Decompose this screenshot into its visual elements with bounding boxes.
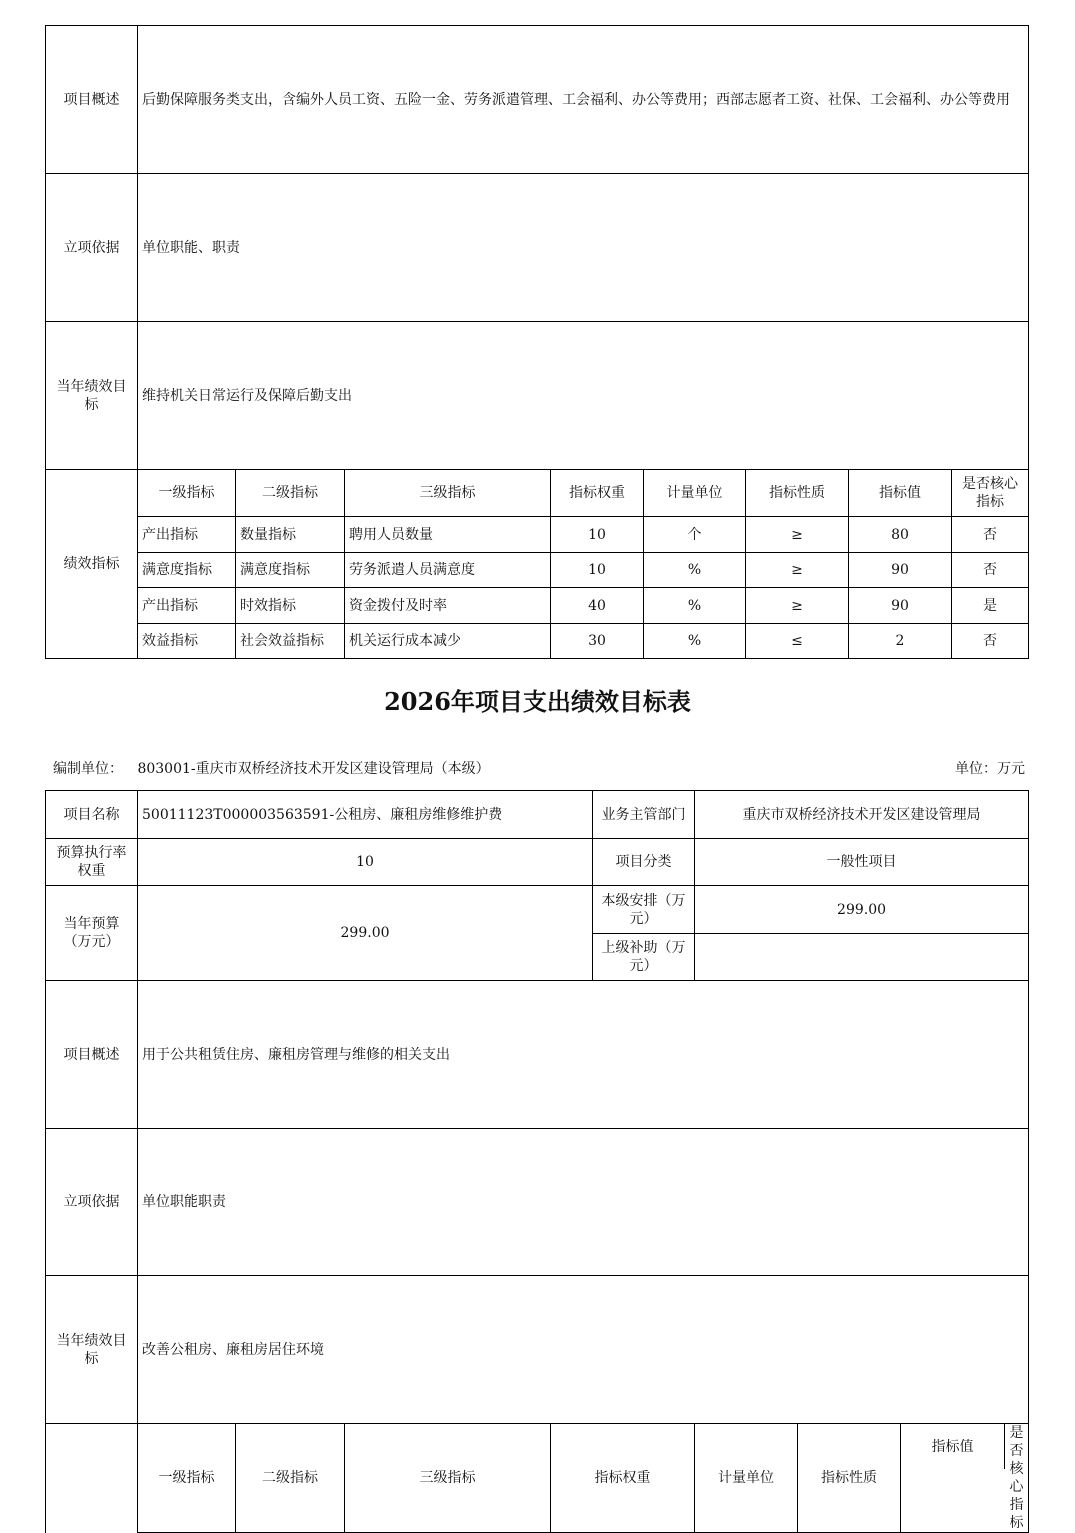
- cell-core: 是: [952, 588, 1029, 624]
- header-level3: 三级指标: [345, 470, 551, 517]
- goal-text: 维持机关日常运行及保障后勤支出: [138, 322, 1029, 470]
- dept-value: 重庆市双桥经济技术开发区建设管理局: [695, 791, 1029, 839]
- cell-weight: 40: [551, 588, 644, 624]
- cell-unit: %: [644, 553, 746, 588]
- org-line: [53, 759, 490, 779]
- org-value: 803001-重庆市双桥经济技术开发区建设管理局（本级）: [137, 761, 490, 777]
- local-value: 299.00: [695, 886, 1029, 934]
- cell-weight: 10: [551, 517, 644, 553]
- project-name-value: 50011123T000003563591-公租房、廉租房维修维护费: [138, 791, 593, 839]
- header-core: 是否核心指标: [1009, 1425, 1024, 1531]
- dept-label: 业务主管部门: [593, 791, 695, 839]
- exec-rate-label: 预算执行率权重: [46, 839, 138, 886]
- org-label: 编制单位：: [53, 761, 123, 777]
- goal-label: 当年绩效目标: [46, 1276, 138, 1424]
- project-name-label: 项目名称: [46, 791, 138, 839]
- project-table-part1: [45, 25, 1029, 659]
- header-unit: 计量单位: [644, 470, 746, 517]
- header-level1: 一级指标: [138, 1424, 236, 1533]
- header-level1: 一级指标: [138, 470, 236, 517]
- overview-label: 项目概述: [46, 981, 138, 1129]
- unit-text: 单位：万元: [955, 761, 1025, 777]
- upper-label: 上级补助（万元）: [593, 934, 695, 981]
- table-row: [46, 588, 1029, 624]
- cell-level3: 聘用人员数量: [345, 517, 551, 553]
- cell-value: 90: [849, 553, 952, 588]
- cell-value: 90: [849, 588, 952, 624]
- header-level3: 三级指标: [345, 1424, 551, 1533]
- cell-value: 80: [849, 517, 952, 553]
- cell-weight: 10: [551, 553, 644, 588]
- basis-text: 单位职能职责: [138, 1129, 1029, 1276]
- local-label: 本级安排（万元）: [593, 886, 695, 934]
- performance-label-empty: [46, 1424, 138, 1533]
- cell-value: 2: [849, 624, 952, 659]
- header-weight: 指标权重: [551, 1424, 695, 1533]
- cell-core: 否: [952, 553, 1029, 588]
- cell-nature: ≥: [746, 553, 849, 588]
- exec-rate-value: 10: [138, 839, 593, 886]
- category-value: 一般性项目: [695, 839, 1029, 886]
- budget-label: 当年预算（万元）: [46, 886, 138, 981]
- cell-core: 否: [952, 624, 1029, 659]
- cell-core: 否: [952, 517, 1029, 553]
- cell-level2: 满意度指标: [236, 553, 345, 588]
- basis-text: 单位职能、职责: [138, 174, 1029, 322]
- table-row: [46, 624, 1029, 659]
- table-row: [46, 553, 1029, 588]
- goal-text: 改善公租房、廉租房居住环境: [138, 1276, 1029, 1424]
- header-value: 指标值: [901, 1424, 1005, 1469]
- cell-level3: 资金拨付及时率: [345, 588, 551, 624]
- cell-nature: ≥: [746, 588, 849, 624]
- cell-level1: 满意度指标: [138, 553, 236, 588]
- category-label: 项目分类: [593, 839, 695, 886]
- upper-value: [695, 934, 1029, 981]
- cell-nature: ≤: [746, 624, 849, 659]
- basis-label: 立项依据: [46, 1129, 138, 1276]
- overview-text: 后勤保障服务类支出，含编外人员工资、五险一金、劳务派遣管理、工会福利、办公等费用；西部志愿者工资、社保、工会福利、办公等费用: [138, 26, 1029, 174]
- header-value-core: [901, 1424, 1029, 1533]
- cell-level1: 效益指标: [138, 624, 236, 659]
- cell-level1: 产出指标: [138, 588, 236, 624]
- page-title: 2026年项目支出绩效目标表: [384, 687, 691, 716]
- goal-label: 当年绩效目标: [46, 322, 138, 470]
- cell-nature: ≥: [746, 517, 849, 553]
- overview-label: 项目概述: [46, 26, 138, 174]
- performance-label: 绩效指标: [46, 470, 138, 659]
- cell-level2: 时效指标: [236, 588, 345, 624]
- basis-label: 立项依据: [46, 174, 138, 322]
- header-level2: 二级指标: [236, 1424, 345, 1533]
- cell-level3: 机关运行成本减少: [345, 624, 551, 659]
- header-value: 指标值: [849, 470, 952, 517]
- header-unit: 计量单位: [695, 1424, 798, 1533]
- header-core: 是否核心指标: [952, 470, 1029, 517]
- cell-level1: 产出指标: [138, 517, 236, 553]
- overview-text: 用于公共租赁住房、廉租房管理与维修的相关支出: [138, 981, 1029, 1129]
- cell-level2: 社会效益指标: [236, 624, 345, 659]
- header-nature: 指标性质: [798, 1424, 901, 1533]
- cell-level3: 劳务派遣人员满意度: [345, 553, 551, 588]
- header-weight: 指标权重: [551, 470, 644, 517]
- budget-value: 299.00: [138, 886, 593, 981]
- cell-unit: 个: [644, 517, 746, 553]
- header-nature: 指标性质: [746, 470, 849, 517]
- cell-unit: %: [644, 624, 746, 659]
- table-row: [46, 517, 1029, 553]
- cell-level2: 数量指标: [236, 517, 345, 553]
- project-table-part2: [45, 790, 1029, 1533]
- cell-unit: %: [644, 588, 746, 624]
- cell-weight: 30: [551, 624, 644, 659]
- header-level2: 二级指标: [236, 470, 345, 517]
